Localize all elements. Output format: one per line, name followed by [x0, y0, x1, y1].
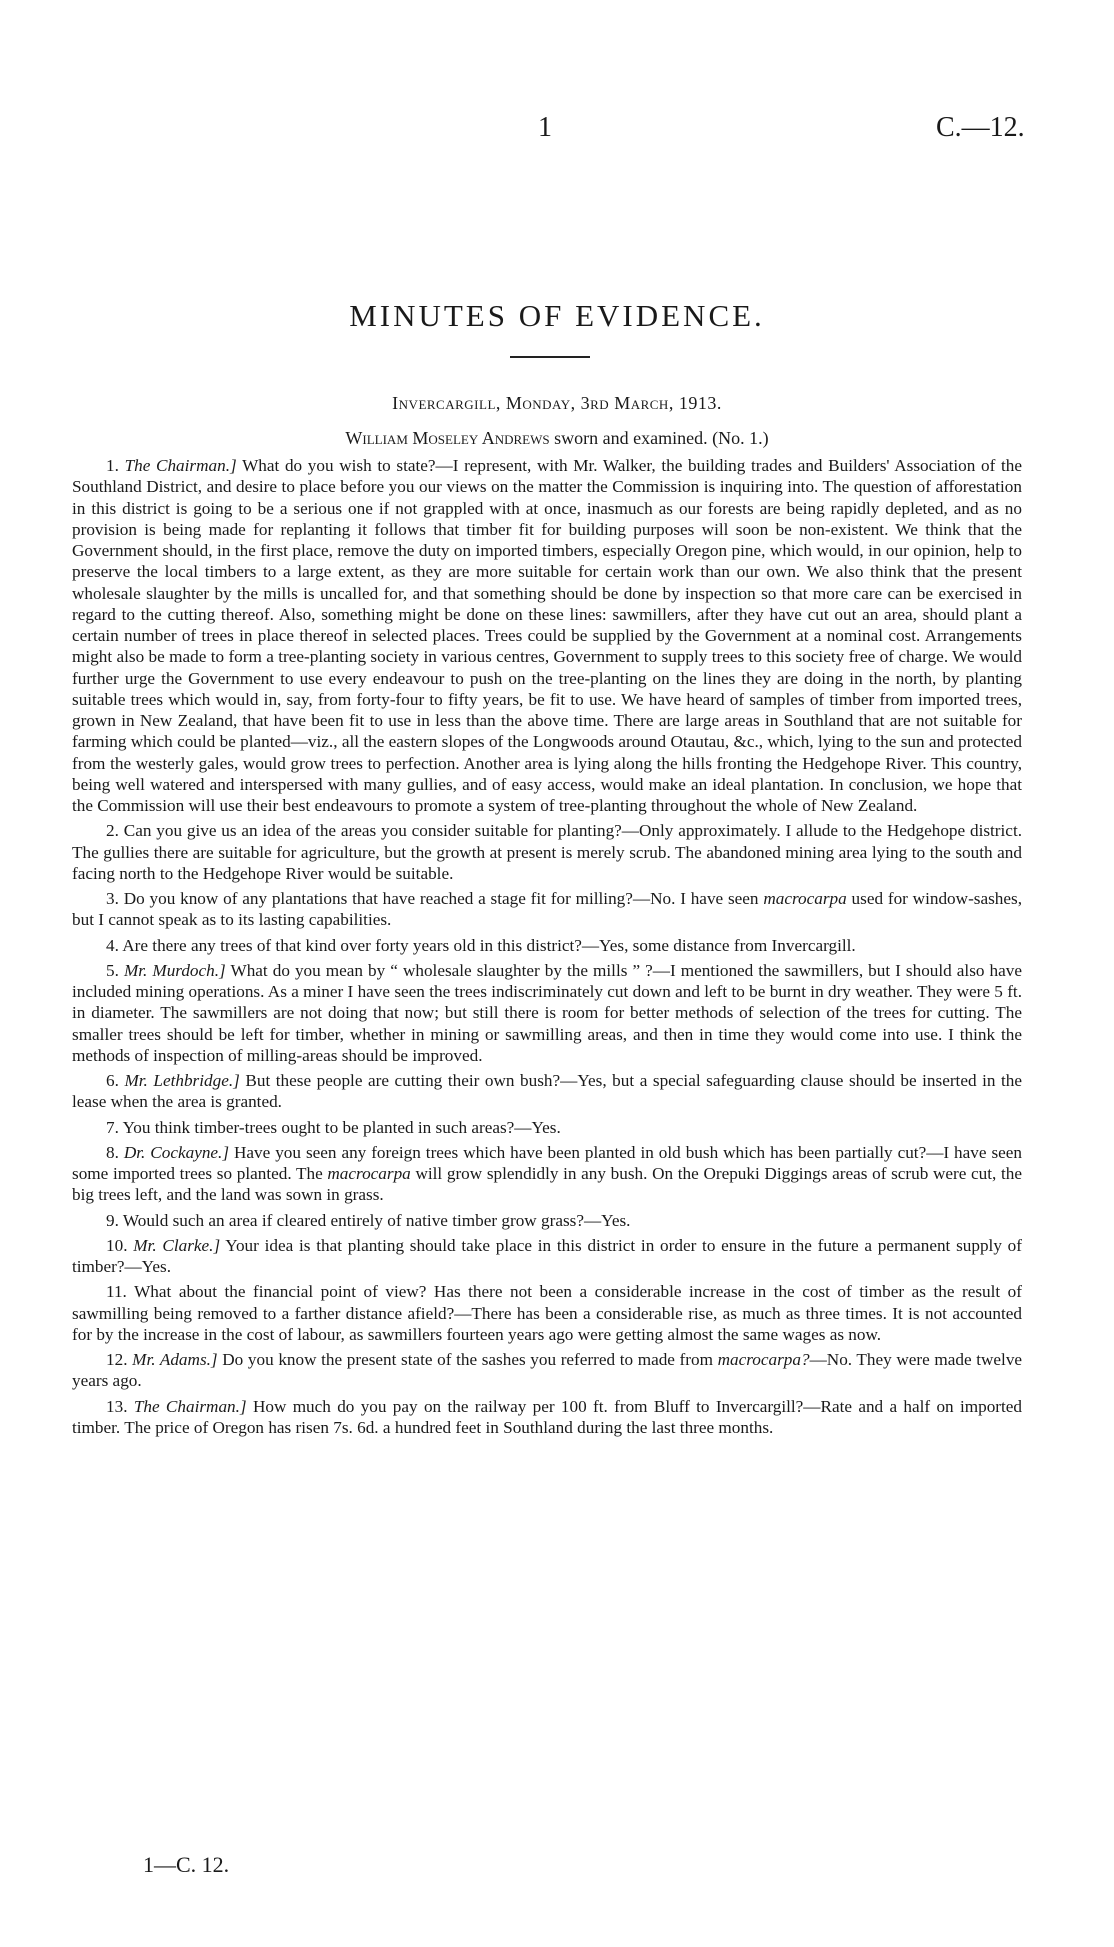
question-2: [72, 820, 1022, 884]
speaker: Mr. Lethbridge.]: [124, 1071, 240, 1090]
speaker: Mr. Clarke.]: [133, 1235, 221, 1255]
question-number: 11.: [106, 1282, 127, 1302]
question-7: [72, 1117, 1022, 1138]
question-10: [72, 1235, 1022, 1278]
question-number: 8.: [106, 1142, 119, 1162]
question-9: [72, 1210, 1022, 1231]
question-8: [72, 1142, 1022, 1206]
question-text: How much do you pay on the railway per 100 ft. from Bluff to Invercargill?—Rate and a half on imported timber. The price of Oregon has risen 7s. 6d. a hundred feet in Southland during the last three months.: [72, 1396, 1023, 1437]
page-number: 1: [538, 112, 552, 143]
speaker: Mr. Adams.]: [132, 1350, 218, 1369]
question-text: But these people are cutting their own bush?—Yes, but a special safeguarding clause should be inserted in the lease when the area is granted.: [72, 1071, 1023, 1112]
question-text: Would such an area if cleared entirely of native timber grow grass?—Yes.: [122, 1210, 631, 1230]
question-text: Can you give us an idea of the areas you consider suitable for planting?—Only approximately. I allude to the Hedgehope district. The gullies there are suitable for agriculture, but the growth at present is merely scrub. The abandoned mining area lying to the south and facing north to the Hedgehope River would be suitable.: [72, 821, 1023, 883]
document-code: C.—12.: [936, 112, 1025, 143]
question-text: You think timber-trees ought to be planted in such areas?—Yes.: [122, 1117, 561, 1137]
evidence-body: [72, 455, 1022, 1438]
question-number: 1.: [106, 456, 119, 475]
question-number: 4.: [106, 935, 119, 955]
footer-signature: 1—C. 12.: [143, 1852, 230, 1877]
dateline: Invercargill, Monday, 3rd March, 1913.: [392, 393, 722, 413]
italic-term: macrocarpa: [763, 889, 847, 908]
question-3: [72, 888, 1022, 931]
question-text: What about the financial point of view? Has there not been a considerable increase in the cost of timber as the result of sawmilling being removed to a farther distance afield?—There has been a considerable rise, as much as three times. It is not accounted for by the increase in the cost of labour, as sawmillers fourteen years ago were getting almost the same wages as now.: [72, 1282, 1022, 1344]
question-13: [72, 1396, 1022, 1439]
title-rule: [510, 356, 590, 358]
question-number: 12.: [106, 1350, 128, 1369]
question-text: What do you wish to state?—I represent, with Mr. Walker, the building trades and Builders' Association of the Southland District, and desire to place before you our views on the matter the Commission is inquiring into. The question of afforestation in this district is going to be a serious one if not grappled with at once, inasmuch as our forests are being rapidly depleted, and as no provision is being made for replanting it follows that timber fit for building purposes will soon be non-existent. We think that the Government should, in the first place, remove the duty on imported timbers, especially Oregon pine, which would, in our opinion, help to preserve the local timbers to a large extent, as they are more suitable for certain work than our own. We also think that the present wholesale slaughter by the mills is uncalled for, and that something should be done by inspection so that more care can be exercised in regard to the cutting thereof. Also, something might be done on these lines: sawmillers, after they have cut out an area, should plant a certain number of trees in place thereof in selected places. Trees could be supplied by the Government at a nominal cost. Arrangements might also be made to form a tree-planting society in various centres, Government to supply trees to this society free of charge. We would further urge the Government to use every endeavour to push on the tree-planting on the lines they are doing in the north, by planting suitable trees which would in, say, from forty-four to fifty years, be fit to use. We have heard of samples of timber from imported trees, grown in New Zealand, that have been fit to use in less than the above time. There are large areas in Southland that are not suitable for farming which could be planted—viz., all the eastern slopes of the Longwoods around Otautau, &c., which, lying to the sun and protected from the westerly gales, would grow trees to perfection. Another area is lying along the hills fronting the Hedgehope River. This country, being well watered and interspersed with many gullies, and of easy access, would make an ideal plantation. In conclusion, we hope that the Commission will use their best endeavours to promote a system of tree-planting throughout the whole of New Zealand.: [72, 456, 1022, 815]
question-text: Have you seen any foreign trees which have been planted in old bush which has been partially cut?—I have seen some imported trees so planted. The: [72, 1142, 1022, 1183]
question-text-cont: —No. They were made twelve years ago.: [72, 1350, 1023, 1391]
question-5: [72, 960, 1022, 1066]
question-4: [72, 935, 1022, 956]
speaker: Mr. Murdoch.]: [123, 960, 226, 980]
question-number: 5.: [106, 960, 119, 980]
witness-line: [0, 428, 1114, 449]
question-text: Do you know of any plantations that have reached a stage fit for milling?—No. I have seen: [123, 889, 759, 908]
speaker: The Chairman.]: [133, 1396, 247, 1416]
witness-name: William Moseley Andrews: [345, 428, 550, 448]
question-number: 7.: [106, 1117, 119, 1137]
question-number: 9.: [106, 1210, 119, 1230]
question-12: [72, 1349, 1022, 1392]
question-number: 13.: [106, 1396, 128, 1416]
question-text-cont: used for window-sashes, but I cannot speak as to its lasting capabilities.: [72, 889, 1023, 930]
question-number: 6.: [106, 1071, 119, 1090]
italic-term: macrocarpa: [327, 1164, 411, 1183]
speaker: Dr. Cockayne.]: [123, 1142, 230, 1162]
question-text-cont: will grow splendidly in any bush. On the Orepuki Diggings areas of scrub were cut, the big trees left, and the land was sown in grass.: [72, 1164, 1023, 1205]
question-number: 10.: [106, 1235, 128, 1255]
witness-text: sworn and examined.: [554, 428, 708, 448]
question-6: [72, 1070, 1022, 1113]
page-title: MINUTES OF EVIDENCE.: [349, 298, 765, 333]
question-11: [72, 1281, 1022, 1345]
question-text: Do you know the present state of the sashes you referred to made from: [222, 1350, 713, 1369]
italic-term: macrocarpa?: [717, 1350, 810, 1369]
witness-number: (No. 1.): [712, 428, 769, 448]
speaker: The Chairman.]: [124, 456, 237, 475]
question-number: 3.: [106, 889, 119, 908]
question-1: [72, 455, 1022, 816]
question-text: Your idea is that planting should take place in this district in order to ensure in the future a permanent supply of timber?—Yes.: [72, 1235, 1022, 1276]
question-text: What do you mean by “ wholesale slaughter by the mills ” ?—I mentioned the sawmillers, but I should also have included mining operations. As a miner I have seen the trees indiscriminately cut down and left to be burnt in dry weather. They were 5 ft. in diameter. The sawmillers are not doing that now; but still there is room for better methods of selection of the trees for cutting. The smaller trees should be left for timber, whether in mining or sawmilling areas, and then in time they would come into use. I think the methods of inspection of milling-areas should be improved.: [72, 960, 1022, 1065]
question-text: Are there any trees of that kind over forty years old in this district?—Yes, some distance from Invercargill.: [122, 935, 856, 955]
question-number: 2.: [106, 821, 119, 841]
